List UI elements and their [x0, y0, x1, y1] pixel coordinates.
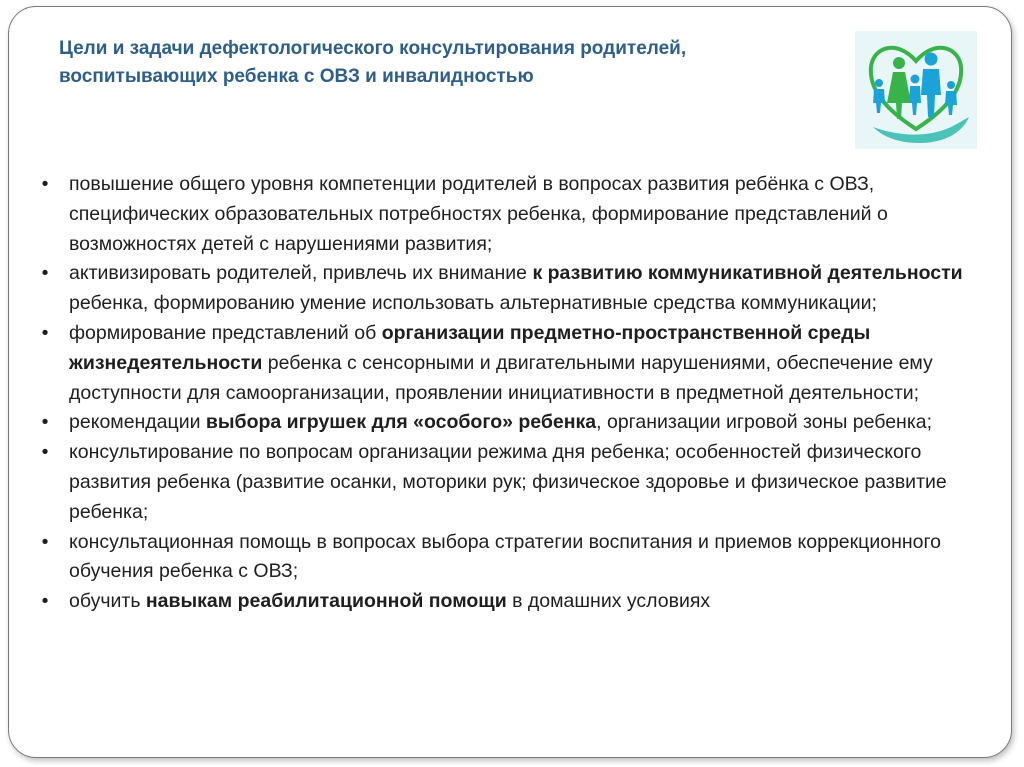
item-text: ребенка с сенсорными и двигательными нарушениями, обеспечение ему доступности для самоорганизации, проявлении инициативности в предметной деятельности; — [69, 351, 933, 404]
title-line-2: воспитывающих ребенка с ОВЗ и инвалидностью — [59, 66, 534, 87]
item-text: обучить — [69, 590, 146, 613]
item-text: консультационная помощь в вопросах выбора стратегии воспитания и приемов коррекционного обучения ребенка с ОВЗ; — [69, 530, 941, 583]
item-emphasis: навыкам реабилитационной помощи — [145, 590, 507, 613]
item-text: ребенка, формированию умение использовать альтернативные средства коммуникации; — [69, 292, 877, 315]
item-emphasis: выбора игрушек для «особого» ребенка — [205, 411, 597, 434]
list-item — [33, 408, 993, 438]
goals-list — [33, 170, 993, 617]
bullet-marker: • — [41, 321, 49, 344]
item-text: в домашних условиях — [506, 590, 711, 613]
item-text: формирование представлений об — [69, 321, 382, 344]
slide-title — [59, 35, 819, 91]
list-item — [33, 438, 993, 527]
bullet-marker: • — [41, 590, 49, 613]
list-item — [33, 259, 993, 319]
bullet-marker: • — [41, 441, 49, 464]
title-line-1: Цели и задачи дефектологического консультирования родителей, — [59, 38, 687, 59]
item-emphasis: организации предметно-пространственной среды жизнедеятельности — [69, 321, 871, 374]
bullet-marker: • — [41, 173, 49, 195]
item-text: рекомендации — [69, 411, 206, 434]
bullet-marker: • — [41, 262, 49, 285]
list-item — [33, 587, 993, 617]
list-item — [33, 170, 993, 259]
family-heart-hand-icon — [855, 31, 977, 149]
list-item — [33, 319, 993, 408]
bullet-marker: • — [41, 530, 49, 553]
list-item — [33, 528, 993, 588]
item-text: активизировать родителей, привлечь их внимание — [69, 262, 533, 285]
item-text: , организации игровой зоны ребенка; — [596, 411, 933, 434]
item-emphasis: к развитию коммуникативной деятельности — [532, 262, 963, 285]
slide-frame — [8, 6, 1012, 758]
bullet-marker: • — [41, 411, 49, 434]
item-text: повышение общего уровня компетенции родителей в вопросах развития ребёнка с ОВЗ, специфических образовательных потребностях ребенка, формирование представлений о возможностях детей с нарушениями развития; — [69, 173, 888, 255]
item-text: консультирование по вопросам организации режима дня ребенка; особенностей физического развития ребенка (развитие осанки, моторики рук; физическое здоровье и физическое развитие ребенка; — [69, 441, 947, 523]
